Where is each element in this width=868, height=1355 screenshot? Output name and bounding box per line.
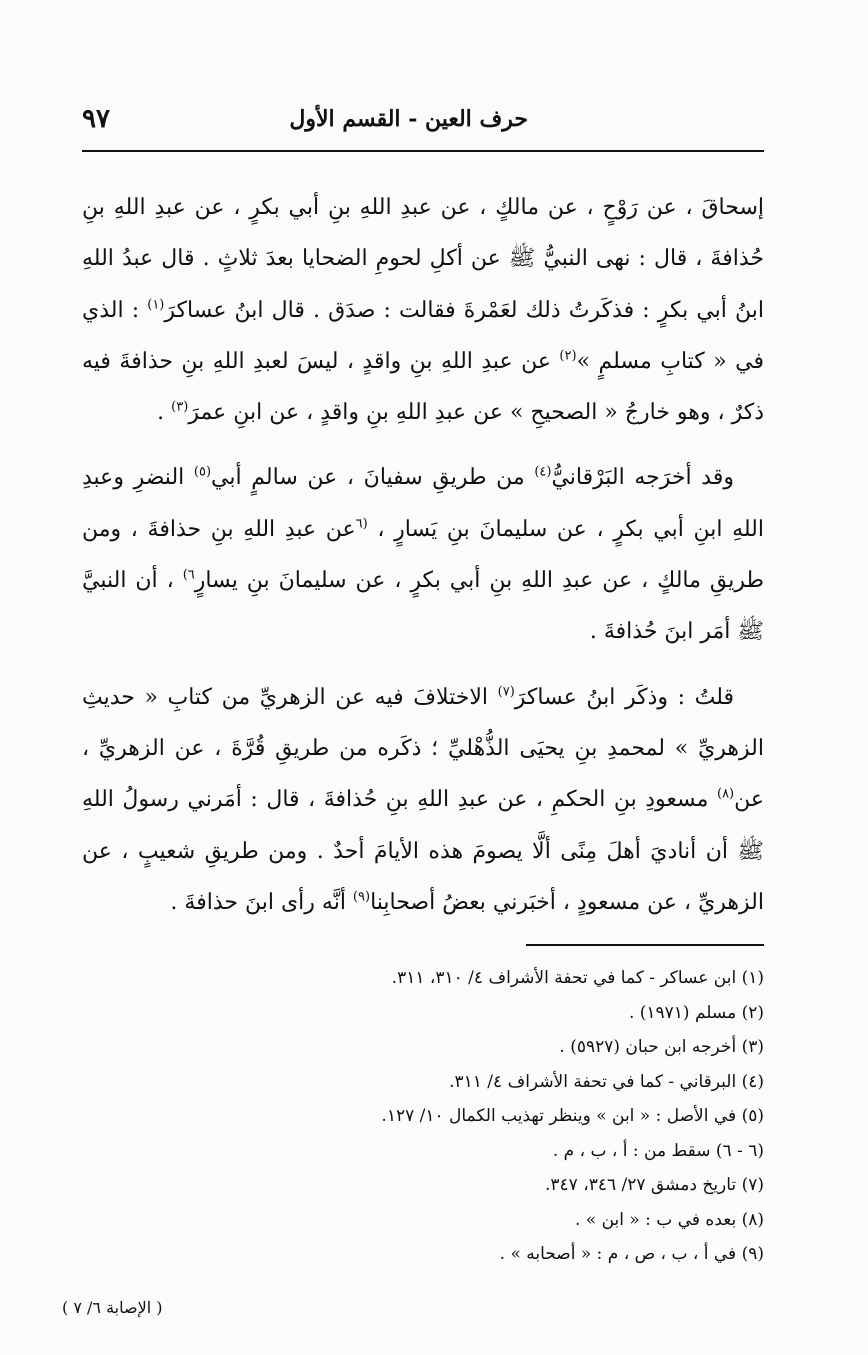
- footnote-ref-3: (٣): [171, 399, 189, 415]
- footnote-ref-4: (٤): [534, 465, 552, 481]
- footnote-6: (٦ - ٦) سقط من : أ ، ب ، م .: [552, 1140, 764, 1161]
- page-number: ٩٧: [82, 104, 110, 134]
- footnote-ref-1: (١): [147, 297, 165, 313]
- text-segment: إسحاقَ ، عن رَوْحٍ ، عن مالكٍ ، عن عبدِ اللهِ بنِ أبي بكرٍ ، عن عبدِ اللهِ بنِ حُذافةَ ، قال : نهى النبيُّ ﷺ عن أكلِ لحومِ الضحايا بعدَ ثلاثٍ . قال عبدُ اللهِ ابنُ أبي بكرٍ : فذكَرتُ ذلك لعَمْرةَ فقالت : صدَق . قال ابنُ عساكرَ: [82, 195, 765, 323]
- page-header: [82, 104, 764, 144]
- text-segment: النضرِ وعبدِ اللهِ ابنِ أبي بكرٍ ، عن سليمانَ بنِ يَسارٍ ،: [82, 465, 764, 542]
- paragraph-1: [82, 182, 764, 438]
- footnote-separator: [526, 944, 764, 946]
- text-segment: .: [157, 400, 172, 426]
- footnote-ref-7: (٧): [497, 684, 515, 700]
- text-segment: ، أن النبيَّ ﷺ أمَر ابنَ حُذافةَ .: [82, 568, 764, 645]
- text-segment: أنَّه رأى ابنَ حذافةَ .: [170, 889, 353, 915]
- text-segment: : الذي في « كتابِ مسلمٍ »: [82, 297, 764, 374]
- running-title: حرف العين - القسم الأول: [289, 106, 528, 132]
- footnote-5: (٥) في الأصل : « ابن » وينظر تهذيب الكمال ١٠/ ١٢٧.: [381, 1106, 764, 1126]
- footnote-4: (٤) البرقاني - كما في تحفة الأشراف ٤/ ٣١١.: [449, 1071, 764, 1092]
- main-text: [82, 182, 764, 928]
- text-segment: وقد أخرَجه البَرْقانيُّ: [551, 465, 734, 491]
- paragraph-3: [82, 672, 764, 928]
- footnote-ref-6-open: (٦: [355, 516, 368, 532]
- footnote-ref-6-close: ٦): [182, 567, 195, 583]
- footnote-8: (٨) بعده في ب : « ابن » .: [574, 1209, 764, 1230]
- header-rule: [82, 150, 764, 152]
- text-segment: من طريقِ سفيانَ ، عن سالمٍ أبي: [211, 465, 535, 491]
- text-segment: قلتُ : وذكَر ابنُ عساكرَ: [514, 684, 734, 710]
- text-segment: الاختلافَ فيه عن الزهريِّ من كتابِ « حديثِ الزهريِّ » لمحمدِ بنِ يحيَى الذُّهْليِّ ؛ ذكَره من طريقِ قُرَّةَ ، عن الزهريِّ ، عن: [82, 684, 764, 813]
- printer-signature: ( الإصابة ٦/ ٧ ): [62, 1298, 163, 1317]
- footnote-ref-2: (٢): [559, 348, 577, 364]
- footnote-ref-9: (٩): [352, 889, 371, 905]
- footnotes: [82, 961, 764, 1272]
- text-segment: عن عبدِ اللهِ بنِ واقدٍ ، ليسَ لعبدِ اللهِ بنِ حذافةَ فيه ذكرٌ ، وهو خارجُ « الصحيحِ » عن عبدِ اللهِ بنِ واقدٍ ، عن ابنِ عمرَ: [82, 348, 764, 426]
- text-segment: عن عبدِ اللهِ بنِ حذافةَ ، ومن طريقِ مالكٍ ، عن عبدِ اللهِ بنِ أبي بكرٍ ، عن سليمانَ بنِ يسارٍ: [82, 516, 764, 594]
- footnote-3: (٣) أخرجه ابن حبان (٥٩٢٧) .: [559, 1037, 764, 1057]
- footnote-7: (٧) تاريخ دمشق ٢٧/ ٣٤٦، ٣٤٧.: [545, 1175, 764, 1195]
- footnote-2: (٢) مسلم (١٩٧١) .: [628, 1002, 764, 1023]
- footnote-ref-5: (٥): [193, 465, 212, 481]
- text-segment: مسعودِ بنِ الحكمِ ، عن عبدِ اللهِ بنِ حُذافةَ ، قال : أمَرني رسولُ اللهِ ﷺ أن أناديَ أهلَ مِنًى ألَّا يصومَ هذه الأيامَ أحدٌ . ومن طريقِ شعيبٍ ، عن الزهريِّ ، عن مسعودٍ ، أخبَرني بعضُ أصحابِنا: [82, 787, 764, 915]
- footnote-ref-8: (٨): [716, 786, 735, 802]
- footnote-9: (٩) في أ ، ب ، ص ، م : « أصحابه » .: [499, 1244, 764, 1264]
- footnote-1: (١) ابن عساكر - كما في تحفة الأشراف ٤/ ٣١٠، ٣١١.: [391, 968, 764, 988]
- paragraph-2: [82, 452, 764, 657]
